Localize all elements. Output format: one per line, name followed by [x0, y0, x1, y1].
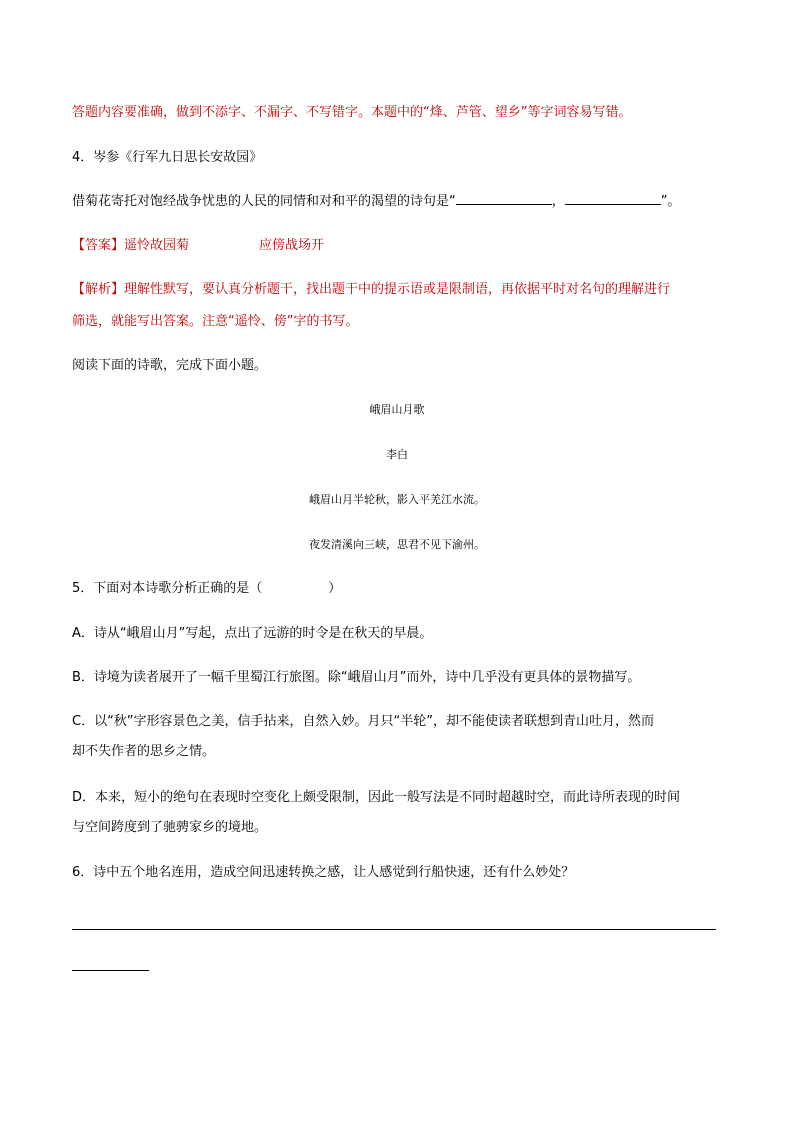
- option-d-line-2: 与空间跨度到了驰骋家乡的境地。: [72, 820, 268, 835]
- poem-author: 李白: [386, 448, 408, 461]
- answer-line-2: 应傍战场开: [259, 238, 325, 253]
- analysis-text-2: 筛选，就能写出答案。注意“遥怜、傍”字的书写。: [72, 314, 359, 329]
- answer-blank-2[interactable]: [565, 192, 661, 205]
- analysis-label: 【解析】: [72, 282, 125, 297]
- question-5-text: 5．下面对本诗歌分析正确的是（: [72, 581, 263, 596]
- option-c-line-2: 却不失作者的思乡之情。: [72, 744, 216, 759]
- prompt-close: ”。: [660, 194, 681, 209]
- poem-line-1: 峨眉山月半轮秋，影入平羌江水流。: [309, 493, 485, 506]
- answer-line-1: 遥怜故园菊: [124, 238, 190, 253]
- answer-blank-1[interactable]: [456, 192, 552, 205]
- reading-instruction: 阅读下面的诗歌，完成下面小题。: [72, 358, 268, 373]
- question-4-prompt: [72, 192, 681, 212]
- previous-answer-note: 答题内容要准确，做到不添字、不漏字、不写错字。本题中的“烽、芦管、望乡”等字词容易写错。: [72, 105, 632, 120]
- question-4-analysis: [72, 280, 670, 300]
- answer-line-short[interactable]: [72, 970, 149, 971]
- option-c-line-1: C．以“秋”字形容景色之美，信手拈来，自然入妙。月只“半轮”，却不能使读者联想到青山吐月，然而: [72, 714, 655, 729]
- question-6-stem: 6．诗中五个地名连用，造成空间迅速转换之感，让人感觉到行船快速，还有什么妙处？: [72, 865, 575, 880]
- answer-label: 【答案】: [72, 238, 125, 253]
- question-4-answer: [72, 236, 324, 256]
- option-a: A．诗从“峨眉山月”写起，点出了远游的时令是在秋天的早晨。: [72, 626, 433, 641]
- analysis-text-1: 理解性默写，要认真分析题干，找出题干中的提示语或是限制语，再依据平时对名句的理解进行: [124, 282, 671, 297]
- answer-line-full[interactable]: [72, 929, 716, 930]
- poem-line-2: 夜发清溪向三峡，思君不见下渝州。: [309, 538, 485, 551]
- prompt-separator: ，: [551, 194, 565, 209]
- question-4-prompt-text: 借菊花寄托对饱经战争忧患的人民的同情和对和平的渴望的诗句是“: [72, 194, 456, 209]
- option-d-line-1: D．本来，短小的绝句在表现时空变化上颇受限制，因此一般写法是不同时超越时空，而此诗所表现的时间: [72, 790, 681, 805]
- poem-title: 峨眉山月歌: [369, 403, 425, 416]
- question-5-stem: [72, 579, 341, 599]
- question-5-bracket-close: ）: [328, 581, 342, 596]
- question-4-title: 4．岑参《行军九日思长安故园》: [72, 150, 263, 165]
- option-b: B．诗境为读者展开了一幅千里蜀江行旅图。除“峨眉山月”而外，诗中几乎没有更具体的景物描写。: [72, 670, 641, 685]
